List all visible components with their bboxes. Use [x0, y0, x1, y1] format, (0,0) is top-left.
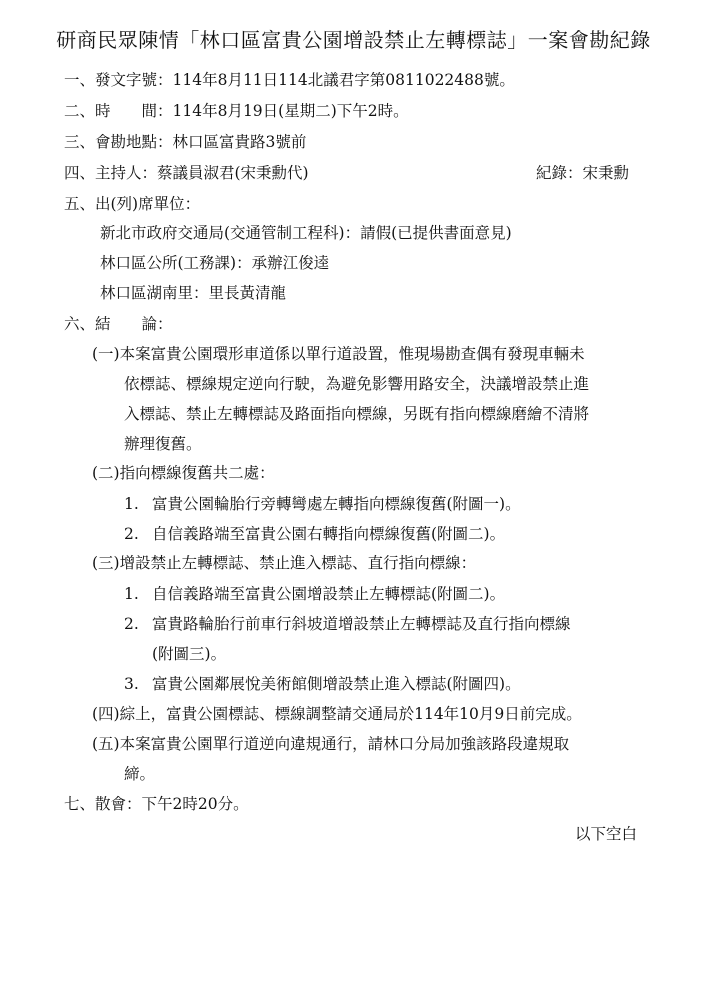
- document-title: 研商民眾陳情「林口區富貴公園增設禁止左轉標誌」一案會勘紀錄: [56, 28, 651, 52]
- conclusion-1-line: 入標誌、禁止左轉標誌及路面指向標線，另既有指向標線磨繪不清將: [124, 405, 590, 423]
- item-adjourn: 七、散會：下午2時20分。: [64, 795, 249, 813]
- conclusion-3-heading: (三)增設禁止左轉標誌、禁止進入標誌、直行指向標線：: [92, 554, 477, 572]
- item-time: 二、時 間：114年8月19日(星期二)下午2時。: [64, 102, 409, 120]
- conclusion-3-item: [124, 674, 521, 694]
- conclusion-2-item: [124, 524, 505, 544]
- item-location: 三、會勘地點：林口區富貴路3號前: [64, 133, 307, 151]
- list-text: 富貴公園鄰展悅美術館側增設禁止進入標誌(附圖四)。: [152, 675, 521, 693]
- list-text: 自信義路端至富貴公園增設禁止左轉標誌(附圖二)。: [152, 585, 506, 603]
- conclusion-1-line: 辦理復舊。: [124, 435, 202, 453]
- list-number: 3.: [124, 675, 139, 693]
- conclusion-3-item: [124, 614, 571, 634]
- conclusion-4: (四)綜上，富貴公園標誌、標線調整請交通局於114年10月9日前完成。: [92, 705, 582, 723]
- item-doc-number: 一、發文字號：114年8月11日114北議君字第0811022488號。: [64, 71, 515, 89]
- attendee-line: 新北市政府交通局(交通管制工程科)：請假(已提供書面意見): [100, 224, 512, 242]
- item-host: 四、主持人：蔡議員淑君(宋秉勳代): [64, 164, 309, 182]
- conclusion-1-line: (一)本案富貴公園環形車道係以單行道設置，惟現場勘查偶有發現車輛未: [92, 345, 585, 363]
- list-text: 富貴路輪胎行前車行斜坡道增設禁止左轉標誌及直行指向標線: [152, 615, 571, 633]
- conclusion-3-item: [124, 584, 505, 604]
- conclusion-2-heading: (二)指向標線復舊共二處：: [92, 464, 275, 482]
- conclusion-1-line: 依標誌、標線規定逆向行駛，為避免影響用路安全，決議增設禁止進: [124, 375, 590, 393]
- list-number: 1.: [124, 585, 139, 603]
- conclusion-3-item: [124, 644, 226, 664]
- blank-below-note: 以下空白: [575, 825, 638, 843]
- list-number: 2.: [124, 525, 139, 543]
- item-recorder: 紀錄：宋秉勳: [536, 164, 630, 182]
- item-attendees-heading: 五、出(列)席單位：: [64, 195, 201, 213]
- conclusion-5-line: (五)本案富貴公園單行道逆向違規通行，請林口分局加強該路段違規取: [92, 735, 570, 753]
- conclusion-5-line: 締。: [124, 765, 156, 783]
- list-number: 2.: [124, 615, 139, 633]
- list-text: 自信義路端至富貴公園右轉指向標線復舊(附圖二)。: [152, 525, 506, 543]
- conclusion-2-item: [124, 494, 521, 514]
- attendee-line: 林口區公所(工務課)：承辦江俊逵: [100, 254, 330, 272]
- list-text: (附圖三)。: [152, 645, 227, 663]
- item-conclusion-heading: 六、結 論：: [64, 315, 173, 333]
- attendee-line: 林口區湖南里：里長黃清龍: [100, 284, 287, 302]
- list-number: 1.: [124, 495, 139, 513]
- list-text: 富貴公園輪胎行旁轉彎處左轉指向標線復舊(附圖一)。: [152, 495, 521, 513]
